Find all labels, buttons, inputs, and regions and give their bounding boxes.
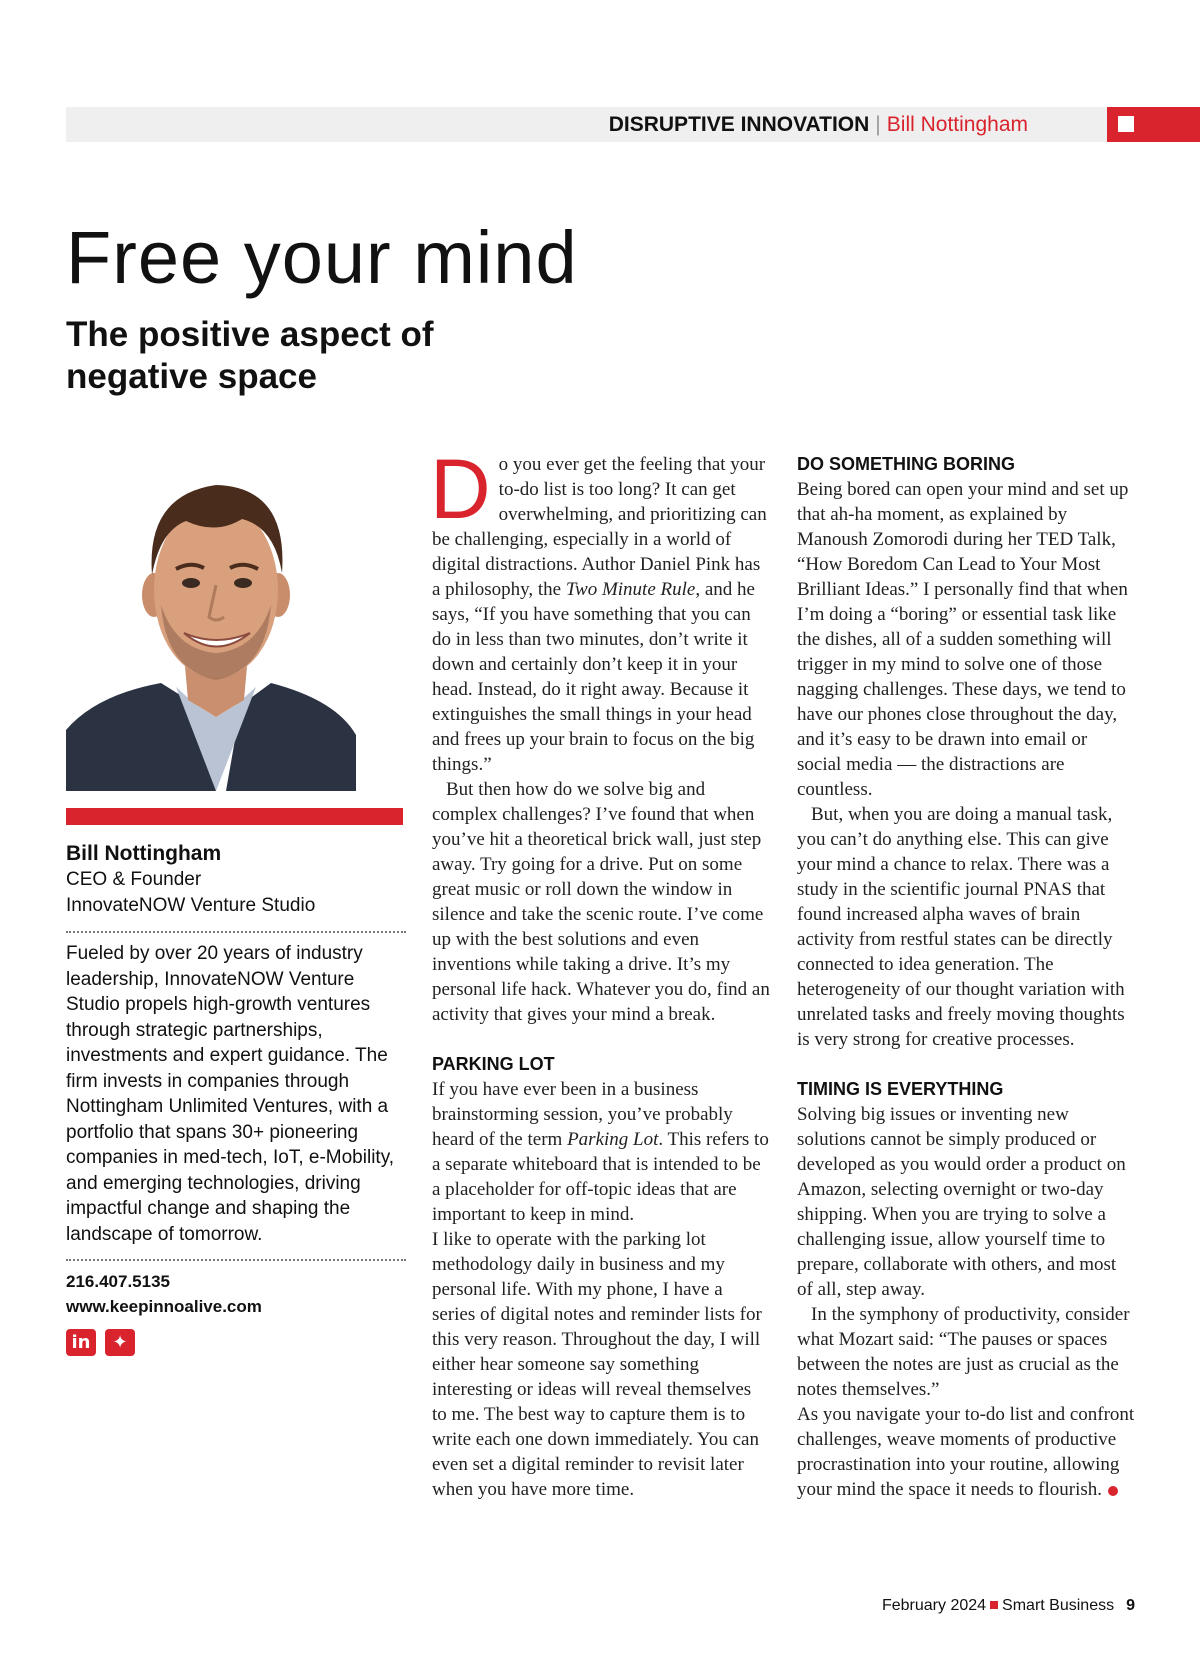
- author-role: CEO & Founder: [66, 869, 202, 890]
- paragraph: Being bored can open your mind and set up that ah-ha moment, as explained by Manoush Zomorodi during her TED Talk, “How Boredom Can Lead to Your Most Brilliant Ideas.” I personally find that when I’m doing a “boring” or essential task like the dishes, all of a sudden something will trigger in my mind to solve one of those nagging challenges. These days, we tend to have our phones close throughout the day, and it’s easy to be drawn into email or social media — the distractions are countless.: [797, 479, 1129, 800]
- article-subtitle: The positive aspect of negative space: [66, 315, 434, 396]
- accent-divider: [66, 808, 403, 825]
- section-heading: PARKING LOT: [432, 1054, 555, 1074]
- paragraph: In the symphony of productivity, consider what Mozart said: “The pauses or spaces between the notes are just as crucial as the notes themselves.”: [797, 1304, 1130, 1400]
- text-run: . This refers to a separate whiteboard that is intended to be a placeholder for off-topic ideas that are important to keep in mind.: [432, 1129, 769, 1225]
- footer-publication: Smart Business: [1002, 1597, 1115, 1614]
- section-heading: DO SOMETHING BORING: [797, 454, 1016, 474]
- footer-issue: February 2024: [881, 1597, 987, 1614]
- section-label: DISRUPTIVE INNOVATION: [608, 113, 870, 136]
- header-author: Bill Nottingham: [886, 113, 1028, 136]
- dotted-divider: [66, 1259, 406, 1261]
- author-phone: 216.407.5135: [66, 1272, 170, 1291]
- header-separator: |: [875, 113, 881, 136]
- paragraph: [430, 442, 770, 777]
- emphasis: Parking Lot: [567, 1129, 659, 1150]
- linkedin-icon[interactable]: in: [66, 1329, 96, 1356]
- square-icon: [1118, 116, 1134, 132]
- end-mark-icon: [1108, 1486, 1118, 1496]
- article-title: Free your mind: [66, 216, 578, 299]
- text-run: o you ever get the feeling that your to-do list is too long? It can get overwhelming, and prioritizing can be challenging, especially in a world of digital distractions. Author Daniel Pink has a philosophy, the: [432, 454, 767, 600]
- paragraph: But then how do we solve big and complex challenges? I’ve found that when you’ve hit a theoretical brick wall, just step away. Try going for a drive. Put on some great music or roll down the window in silence and take the scenic route. I’ve come up with the best solutions and even inventions while taking a drive. It’s my personal life hack. Whatever you do, find an activity that gives your mind a break.: [432, 779, 770, 1025]
- twitter-icon[interactable]: ✦: [105, 1329, 135, 1356]
- dotted-divider: [66, 931, 406, 933]
- page-footer: [882, 1597, 1135, 1615]
- square-icon: [990, 1601, 998, 1609]
- paragraph: Solving big issues or inventing new solutions cannot be simply produced or developed as you would order a product on Amazon, selecting overnight or two-day shipping. When you are trying to solve a challenging issue, allow yourself time to prepare, collaborate with others, and most of all, step away.: [797, 1104, 1126, 1300]
- author-photo: [66, 455, 356, 791]
- paragraph: [797, 1402, 1135, 1502]
- running-header: [609, 107, 1028, 142]
- paragraph: I like to operate with the parking lot methodology daily in business and my personal life. With my phone, I have a series of digital notes and reminder lists for this very reason. Throughout the day, I will either hear someone say something interesting or ideas will reveal themselves to me. The best way to capture them is to write each one down immediately. You can even set a digital reminder to revisit later when you have more time.: [432, 1229, 762, 1500]
- text-run: As you navigate your to-do list and confront challenges, weave moments of productive procrastination into your routine, allowing your mind the space it needs to flourish.: [797, 1404, 1135, 1500]
- page-number: 9: [1126, 1597, 1135, 1614]
- author-bio: Fueled by over 20 years of industry leadership, InnovateNOW Venture Studio propels high-growth ventures through strategic partnerships, investments and expert guidance. The firm invests in companies through Nottingham Unlimited Ventures, with a portfolio that spans 30+ pioneering companies in med-tech, IoT, e-Mobility, and emerging technologies, driving impactful change and shaping the landscape of tomorrow.: [66, 943, 395, 1245]
- emphasis: Two Minute Rule: [565, 579, 696, 600]
- author-name: Bill Nottingham: [66, 842, 222, 865]
- text-run: If you have ever been in a business brainstorming session, you’ve probably heard of the term: [432, 1079, 733, 1150]
- author-company: InnovateNOW Venture Studio: [66, 895, 316, 916]
- article-column-1: [430, 442, 770, 1502]
- social-links: [66, 1329, 406, 1356]
- text-run: , and he says, “If you have something that you can do in less than two minutes, don’t write it down and certainly don’t keep it in your head. Instead, do it right away. Because it extinguishes the small things in your head and frees up your brain to focus on the big things.”: [432, 579, 755, 775]
- header-accent-block: [1107, 107, 1200, 142]
- author-card: [66, 841, 406, 1356]
- article-column-2: [797, 452, 1135, 1502]
- author-website[interactable]: www.keepinnoalive.com: [66, 1297, 262, 1316]
- paragraph: But, when you are doing a manual task, you can’t do anything else. This can give your mind a chance to relax. There was a study in the scientific journal PNAS that found increased alpha waves of brain activity from restful states can be directly connected to idea generation. The heterogeneity of our thought variation with unrelated tasks and freely moving thoughts is very strong for creative processes.: [797, 804, 1125, 1050]
- paragraph: [432, 1077, 770, 1227]
- drop-cap: D: [430, 442, 491, 536]
- section-heading: TIMING IS EVERYTHING: [797, 1079, 1004, 1099]
